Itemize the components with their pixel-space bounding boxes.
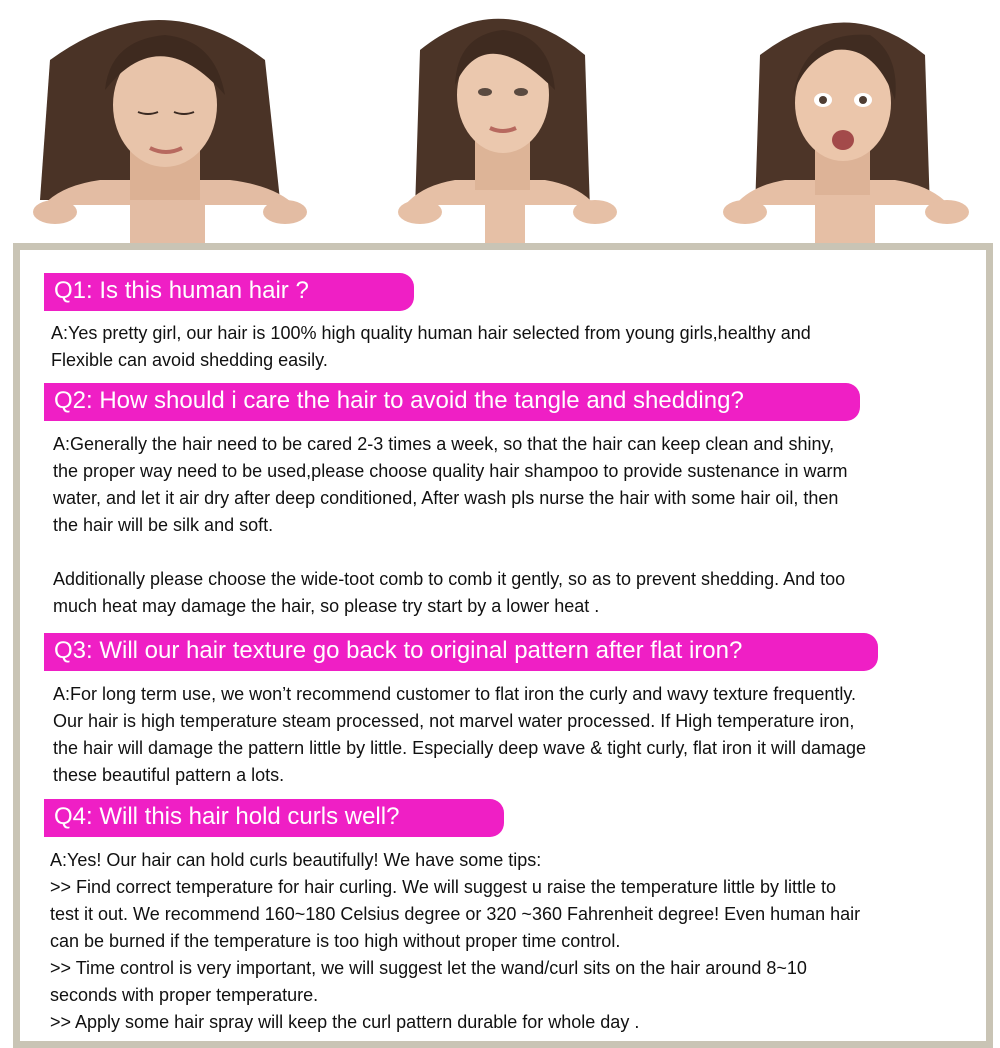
faq-question-4: Q4: Will this hair hold curls well? bbox=[44, 799, 504, 837]
model-photo-looking-down bbox=[10, 0, 320, 244]
model-photo-banner bbox=[0, 0, 1000, 244]
faq-panel bbox=[13, 243, 993, 1048]
faq-answer-1: A:Yes pretty girl, our hair is 100% high quality human hair selected from young girls,healthy and Flexible can avoid shedding easily. bbox=[51, 323, 811, 370]
faq-answer-4: A:Yes! Our hair can hold curls beautifully! We have some tips: >> Find correct temperature for hair curling. We will suggest u raise the temperature little by little to test it out. We recommend 160~180 Celsius degree or 320 ~360 Fahrenheit degree! Even human hair can be burned if the temperature is too high without proper time control. >> Time control is very important, we will suggest let the wand/curl sits on the hair around 8~10 seconds with proper temperature. >> Apply some hair spray will keep the curl pattern durable for whole day . bbox=[50, 850, 861, 1032]
model-photo-surprised bbox=[685, 0, 995, 244]
faq-question-1: Q1: Is this human hair ? bbox=[44, 273, 414, 311]
faq-answer-3: A:For long term use, we won’t recommend customer to flat iron the curly and wavy texture frequently. Our hair is high temperature steam processed, not marvel water processed. If High temperature iron, the hair will damage the pattern little by little. Especially deep wave & tight curly, flat iron it will damage these beautiful pattern a lots. bbox=[53, 684, 867, 785]
faq-answer-2: A:Generally the hair need to be cared 2-3 times a week, so that the hair can keep clean and shiny, the proper way need to be used,please choose quality hair shampoo to provide sustenance in warm water, and let it air dry after deep conditioned, After wash pls nurse the hair with some hair oil, then the hair will be silk and soft. Additionally please choose the wide-toot comb to comb it gently, so as to prevent shedding. And too much heat may damage the hair, so please try start by a lower heat . bbox=[53, 434, 848, 616]
model-photo-neutral bbox=[345, 0, 655, 244]
faq-question-3: Q3: Will our hair texture go back to original pattern after flat iron? bbox=[44, 633, 878, 671]
faq-question-2: Q2: How should i care the hair to avoid the tangle and shedding? bbox=[44, 383, 860, 421]
